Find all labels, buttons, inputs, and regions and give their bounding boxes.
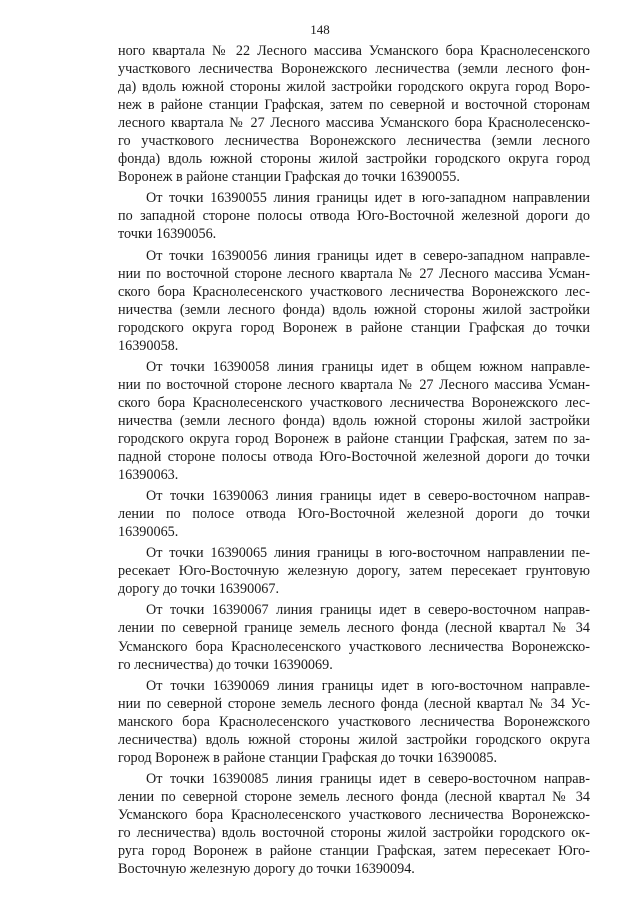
text-line: нии по восточной стороне лесного квартала № 27 Лесного массива Усман- <box>118 265 590 282</box>
text-line: руга город Воронеж в районе станции Графская, затем пересекает Юго- <box>118 843 590 860</box>
text-line: точки 16390056. <box>118 226 217 243</box>
text-line: дорогу до точки 16390067. <box>118 581 280 598</box>
text-line: го лесничества) вдоль восточной стороны жилой застройки городского ок- <box>118 824 590 841</box>
paragraph <box>118 42 590 186</box>
page-number: 148 <box>310 22 330 37</box>
document-body <box>118 42 590 881</box>
text-line: лении по северной стороне земель лесного фонда (лесной квартал № 34 <box>118 788 590 805</box>
text-line: нии по северной стороне земель лесного фонда (лесной квартал № 34 Ус- <box>118 695 590 712</box>
text-line: От точки 16390067 линия границы идет в северо-восточном направ- <box>146 602 590 619</box>
text-line: падной стороне полосы отвода Юго-Восточной железной дороги до точки <box>118 449 590 466</box>
text-line: 16390065. <box>118 524 179 541</box>
paragraph <box>118 189 590 243</box>
text-line: От точки 16390085 линия границы идет в северо-восточном направ- <box>146 770 590 787</box>
text-line: городского округа город Воронеж в районе станции Графская, затем по за- <box>118 430 590 447</box>
paragraph <box>118 677 590 767</box>
text-line: город Воронеж в районе станции Графская до точки 16390085. <box>118 749 498 766</box>
text-line: Восточную железную дорогу до точки 16390094. <box>118 861 415 878</box>
paragraph <box>118 770 590 878</box>
paragraph <box>118 247 590 355</box>
text-line: ского бора Краснолесенского участкового лесничества Воронежского лес- <box>118 283 590 300</box>
paragraph <box>118 544 590 598</box>
text-line: ского бора Краснолесенского участкового лесничества Воронежского лес- <box>118 394 590 411</box>
text-line: го лесничества) до точки 16390069. <box>118 656 333 673</box>
text-line: От точки 16390056 линия границы идет в северо-западном направле- <box>146 247 590 264</box>
text-line: да) вдоль южной стороны жилой застройки городского округа город Воро- <box>118 79 590 96</box>
text-line: От точки 16390065 линия границы в юго-восточном направлении пе- <box>146 545 590 562</box>
paragraph <box>118 601 590 673</box>
text-line: От точки 16390069 линия границы идет в юго-восточном направле- <box>146 677 590 694</box>
text-line: ресекает Юго-Восточную железную дорогу, затем пересекает грунтовую <box>118 563 590 580</box>
text-line: От точки 16390058 линия границы идет в общем южном направле- <box>146 358 590 375</box>
text-line: лесного квартала № 27 Лесного массива Усманского бора Краснолесенско- <box>118 115 590 132</box>
text-line: неж в районе станции Графская, затем по северной и восточной сторонам <box>118 97 590 114</box>
text-line: 16390058. <box>118 337 179 354</box>
text-line: Усманского бора Краснолесенского участкового лесничества Воронежско- <box>118 638 590 655</box>
text-line: лесничества) вдоль южной стороны жилой застройки городского округа <box>118 731 590 748</box>
text-line: От точки 16390055 линия границы идет в юго-западном направлении <box>146 190 590 207</box>
text-line: Воронеж в районе станции Графская до точки 16390055. <box>118 169 460 186</box>
text-line: нии по восточной стороне лесного квартала № 27 Лесного массива Усман- <box>118 376 590 393</box>
text-line: лении по полосе отвода Юго-Восточной железной дороги до точки <box>118 506 590 523</box>
text-line: 16390063. <box>118 467 179 484</box>
text-line: фонда) вдоль южной стороны жилой застройки городского округа город <box>118 151 590 168</box>
text-line: ничества (земли лесного фонда) вдоль южной стороны жилой застройки <box>118 412 590 429</box>
paragraph <box>118 487 590 541</box>
text-line: участкового лесничества Воронежского лесничества (земли лесного фон- <box>118 61 590 78</box>
paragraph <box>118 358 590 484</box>
text-line: го участкового лесничества Воронежского лесничества (земли лесного <box>118 133 590 150</box>
text-line: городского округа город Воронеж в районе станции Графская до точки <box>118 319 590 336</box>
text-line: ного квартала № 22 Лесного массива Усманского бора Краснолесенского <box>118 43 590 59</box>
text-line: манского бора Краснолесенского участкового лесничества Воронежского <box>118 713 590 730</box>
text-line: по западной стороне полосы отвода Юго-Восточной железной дороги до <box>118 208 590 225</box>
text-line: Усманского бора Краснолесенского участкового лесничества Воронежско- <box>118 806 590 823</box>
text-line: От точки 16390063 линия границы идет в северо-восточном направ- <box>146 488 590 505</box>
text-line: лении по северной границе земель лесного фонда (лесной квартал № 34 <box>118 620 590 637</box>
text-line: ничества (земли лесного фонда) вдоль южной стороны жилой застройки <box>118 301 590 318</box>
